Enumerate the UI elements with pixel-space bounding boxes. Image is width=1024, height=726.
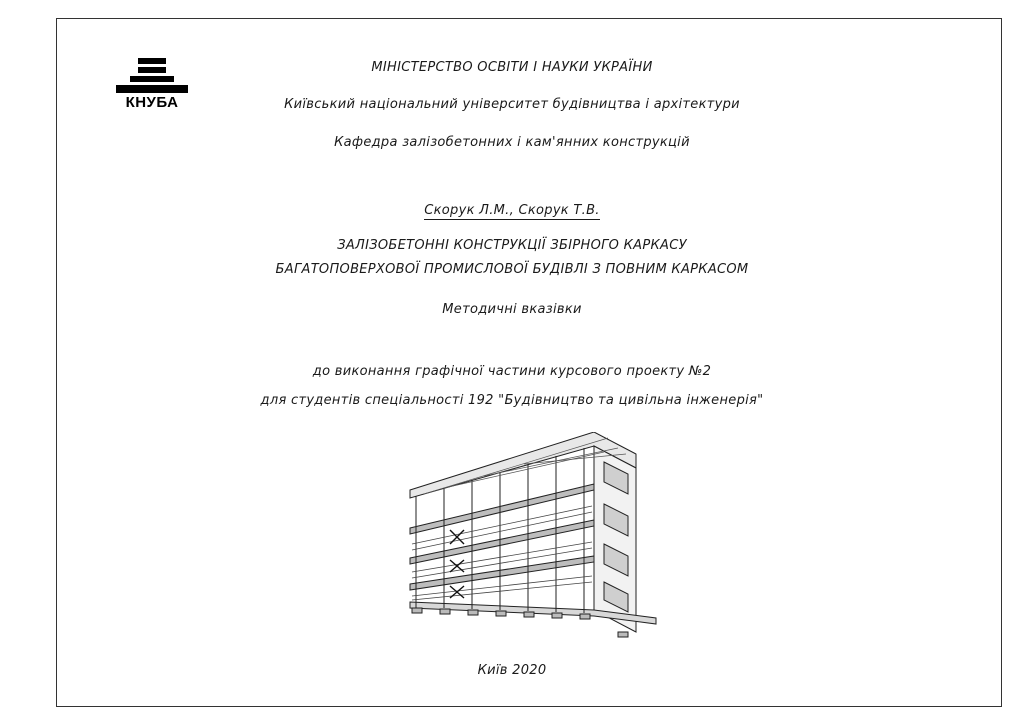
ministry-heading: МІНІСТЕРСТВО ОСВІТИ І НАУКИ УКРАЇНИ — [371, 60, 653, 75]
purpose-line-2: для студентів спеціальності 192 "Будівництво та цивільна інженерія" — [260, 393, 764, 408]
university-name: Київський національний університет будівництва і архітектури — [284, 97, 740, 112]
building-frame-illustration — [404, 432, 668, 648]
title-line-2: БАГАТОПОВЕРХОВОЇ ПРОМИСЛОВОЇ БУДІВЛІ З ПОВНИМ КАРКАСОМ — [275, 262, 749, 277]
department-name: Кафедра залізобетонних і кам'янних конструкцій — [334, 135, 690, 150]
title-line-1: ЗАЛІЗОБЕТОННІ КОНСТРУКЦІЇ ЗБІРНОГО КАРКАСУ — [337, 238, 687, 253]
purpose-line-1: до виконання графічної частини курсового проекту №2 — [312, 364, 712, 379]
city-year: Київ 2020 — [477, 663, 547, 678]
authors — [0, 203, 1024, 218]
authors-text: Скорук Л.М., Скорук Т.В. — [424, 203, 600, 218]
logo-text: КНУБА — [125, 94, 179, 111]
building-frame-icon — [404, 432, 668, 648]
document-type: Методичні вказівки — [442, 302, 582, 317]
